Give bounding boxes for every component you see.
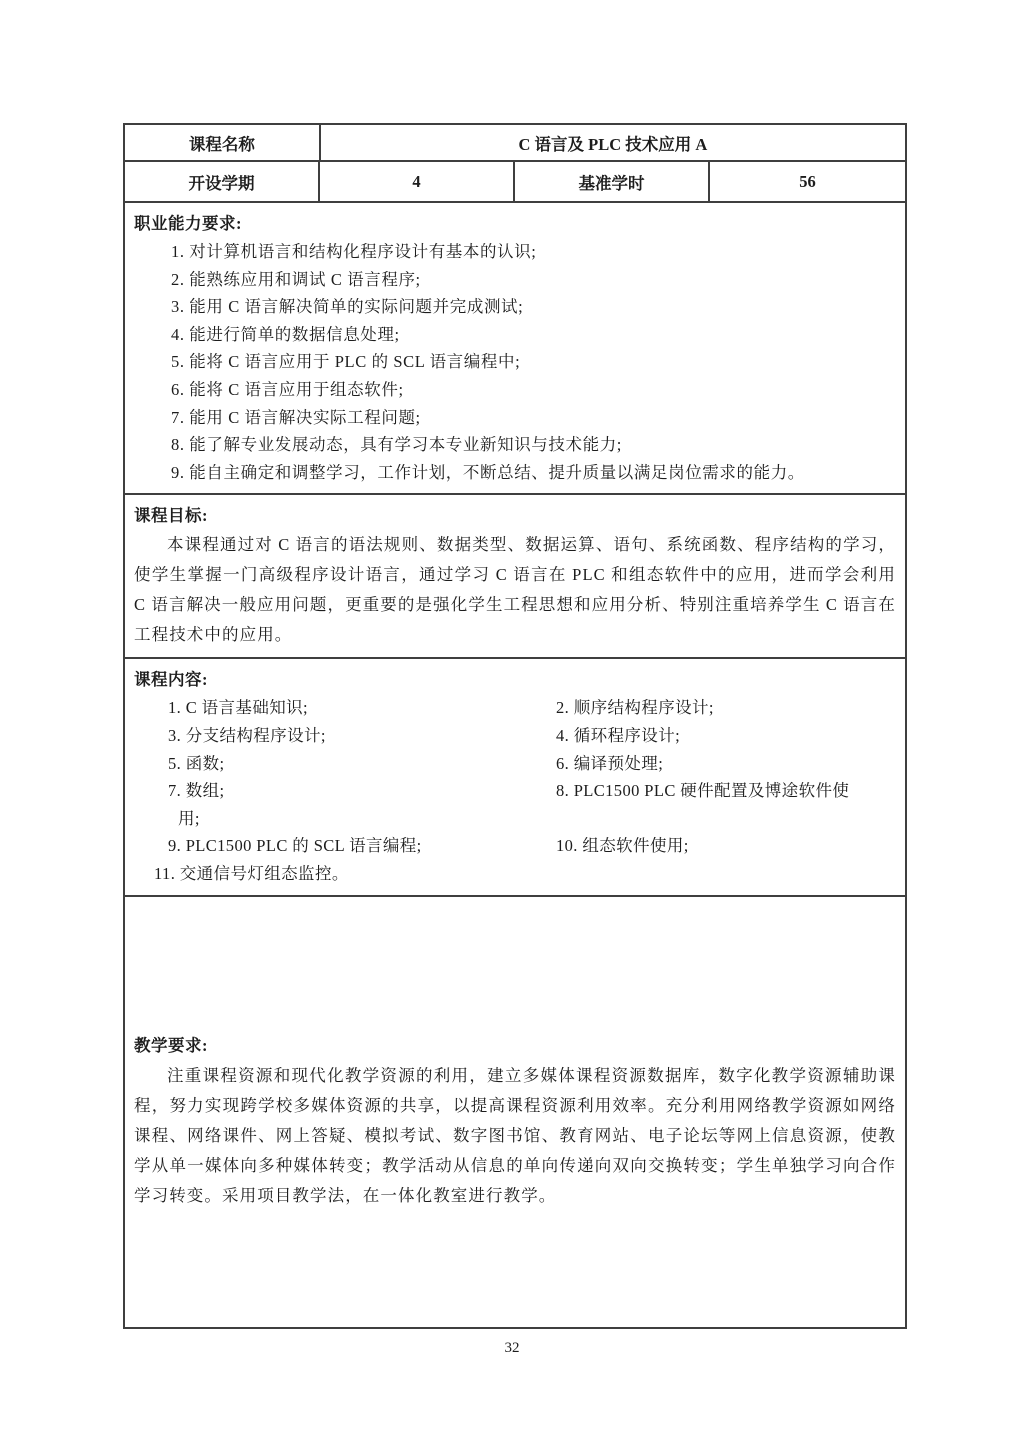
semester-value-cell: 4 <box>320 162 515 201</box>
content-row <box>134 694 896 722</box>
content-row <box>134 832 896 860</box>
ability-item-8: 8. 能了解专业发展动态，具有学习本专业新知识与技术能力; <box>171 435 622 455</box>
ability-item-5: 5. 能将 C 语言应用于 PLC 的 SCL 语言编程中; <box>171 352 521 372</box>
ability-item-7: 7. 能用 C 语言解决实际工程问题; <box>171 407 421 427</box>
course-content-section <box>125 659 905 896</box>
course-objectives-section <box>125 495 905 659</box>
content-row <box>134 722 896 750</box>
semester-label-cell: 开设学期 <box>125 162 320 201</box>
content-item-3: 3. 分支结构程序设计; <box>168 725 326 745</box>
teaching-requirements-paragraph: 注重课程资源和现代化教学资源的利用，建立多媒体课程资源数据库，数字化教学资源辅助课程，努力实现跨学校多媒体资源的共享，以提高课程资源利用效率。充分利用网络教学资源如网络课程、网络课件、网上答疑、模拟考试、数字图书馆、教育网站、电子论坛等网上信息资源，使教学从单一媒体向多种媒体转变；教学活动从信息的单向传递向双向交换转变；学生单独学习向合作学习转变。采用项目教学法，在一体化教室进行教学。 <box>134 1065 896 1205</box>
ability-requirements-heading: 职业能力要求: <box>134 214 242 233</box>
content-item-11: 11. 交通信号灯组态监控。 <box>154 863 349 883</box>
base-hours-label-cell: 基准学时 <box>515 162 710 201</box>
content-row <box>134 750 896 778</box>
content-item-5: 5. 函数; <box>168 753 225 773</box>
page-number: 32 <box>504 1340 520 1356</box>
content-item-10: 10. 组态软件使用; <box>556 836 689 856</box>
content-row <box>134 777 896 805</box>
ability-item-2: 2. 能熟练应用和调试 C 语言程序; <box>171 269 421 289</box>
content-item-8-continuation: 用; <box>178 808 200 828</box>
course-syllabus-table <box>123 123 907 1329</box>
ability-item-1: 1. 对计算机语言和结构化程序设计有基本的认识; <box>171 242 537 261</box>
course-name-label-cell: 课程名称 <box>125 125 321 160</box>
content-item-9: 9. PLC1500 PLC 的 SCL 语言编程; <box>168 836 422 856</box>
semester-hours-row <box>125 162 905 203</box>
content-item-spacer <box>556 860 896 888</box>
content-item-2: 2. 顺序结构程序设计; <box>556 698 714 718</box>
course-name-value-cell: C 语言及 PLC 技术应用 A <box>518 134 708 154</box>
content-item-6: 6. 编译预处理; <box>556 753 664 773</box>
course-content-heading: 课程内容: <box>134 670 208 690</box>
base-hours-value-cell: 56 <box>799 171 816 191</box>
course-name-row <box>125 125 905 162</box>
content-item-4: 4. 循环程序设计; <box>556 725 681 745</box>
teaching-requirements-section <box>125 897 905 1327</box>
content-item-8: 8. PLC1500 PLC 硬件配置及博途软件使 <box>556 781 850 801</box>
content-row <box>134 860 896 888</box>
ability-item-3: 3. 能用 C 语言解决简单的实际问题并完成测试; <box>171 297 524 317</box>
content-item-1: 1. C 语言基础知识; <box>168 698 309 718</box>
course-objectives-heading: 课程目标: <box>134 506 208 526</box>
content-row-continuation <box>134 805 896 833</box>
ability-item-9: 9. 能自主确定和调整学习，工作计划，不断总结、提升质量以满足岗位需求的能力。 <box>171 462 805 482</box>
ability-requirements-section <box>125 203 905 495</box>
content-item-spacer <box>556 805 896 833</box>
course-objectives-paragraph: 本课程通过对 C 语言的语法规则、数据类型、数据运算、语句、系统函数、程序结构的学习，使学生掌握一门高级程序设计语言，通过学习 C 语言在 PLC 和组态软件中的应用，进而学会利用 C 语言解决一般应用问题，更重要的是强化学生工程思想和应用分析、特别注重培养学生 C 语言在工程技术中的应用。 <box>134 535 896 645</box>
content-item-7: 7. 数组; <box>168 781 225 801</box>
ability-item-4: 4. 能进行简单的数据信息处理; <box>171 324 400 344</box>
teaching-requirements-heading: 教学要求: <box>134 1035 208 1055</box>
ability-item-6: 6. 能将 C 语言应用于组态软件; <box>171 379 404 399</box>
